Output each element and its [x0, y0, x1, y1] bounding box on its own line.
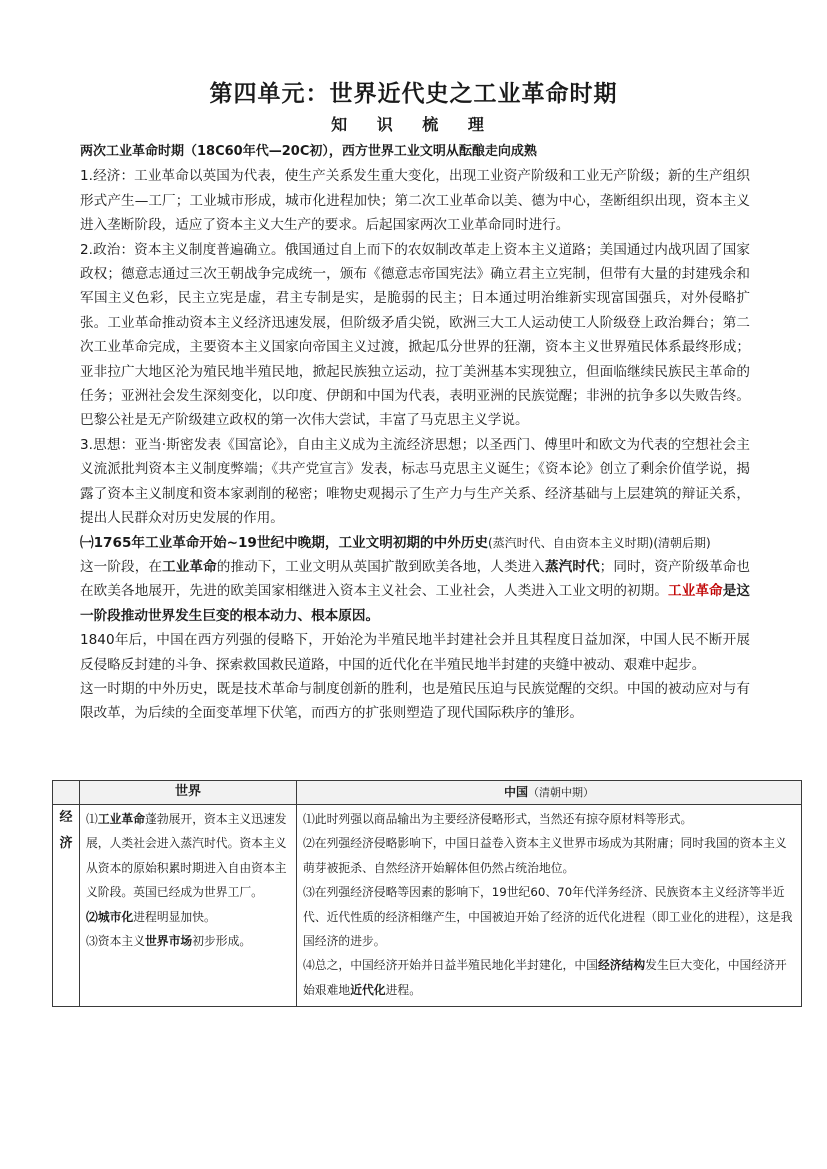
world-item: [86, 807, 292, 905]
header-china: [297, 781, 802, 805]
highlight-term: 世界市场: [145, 934, 193, 949]
highlight-term: 蒸汽时代: [544, 558, 600, 575]
highlight-term-red: 工业革命: [668, 583, 723, 600]
world-cell: [80, 805, 297, 1007]
highlight-term: 城市化: [97, 909, 134, 924]
text-run: 这一阶段，在: [80, 558, 163, 575]
text-run: 初步形成。: [192, 934, 252, 949]
subsection-heading-note: (蒸汽时代、自由资本主义时期)(清朝后期): [487, 535, 711, 550]
text-run: ⑴: [86, 812, 98, 826]
highlight-term: 工业革命: [97, 812, 146, 826]
paragraph-stage: [80, 555, 750, 628]
page-subtitle: 知 识 梳 理: [331, 115, 496, 134]
world-item: [86, 905, 292, 929]
text-run: ；同时，资产阶级革命也在欧美各地展开，先进的欧美国家相继进入资本主义社会、工业社会，人类进入工业文明的初期。: [80, 558, 751, 600]
china-item: ⑵在列强经济侵略影响下，中国日益卷入资本主义世界市场成为其附庸；同时我国的资本主义萌芽被扼杀、自然经济开始解体但仍然占统治地位。: [303, 836, 787, 875]
highlight-term: 经济结构: [597, 958, 646, 973]
paragraph-politics: 2.政治：资本主义制度普遍确立。俄国通过自上而下的农奴制改革走上资本主义道路；美国通过内战巩固了国家政权；德意志通过三次王朝战争完成统一，颁布《德意志帝国宪法》确立君主立宪制，但带有大量的封建残余和军国主义色彩，民主立宪是虚，君主专制是实，是脆弱的民主；日本通过明治维新实现富国强兵，对外侵略扩张。工业革命推动资本主义经济迅速发展，但阶级矛盾尖锐，欧洲三大工人运动使工人阶级登上政治舞台；第二次工业革命完成，主要资本主义国家向帝国主义过渡，掀起瓜分世界的狂潮，资本主义世界殖民体系最终形成；亚非拉广大地区沦为殖民地半殖民地，掀起民族独立运动，拉丁美洲基本实现独立，但面临继续民族民主革命的任务；亚洲社会发生深刻变化，以印度、伊朗和中国为代表，表明亚洲的民族觉醒；非洲的抗争多以失败告终。巴黎公社是无产阶级建立政权的第一次伟大尝试，丰富了马克思主义学说。: [80, 241, 750, 429]
china-cell: [297, 805, 802, 1007]
text-run: 进程明显加快。: [133, 909, 216, 924]
text-run: ⑷总之，中国经济开始并日益半殖民地化半封建化，中国: [303, 958, 598, 973]
text-run: 发生巨大变化，中国经济开始艰难地: [303, 958, 787, 997]
paragraph-economy: 1.经济：工业革命以英国为代表，使生产关系发生重大变化，出现工业资产阶级和工业无产阶级；新的生产组织形式产生—工厂；工业城市形成，城市化进程加快；第二次工业革命以美、德为中心，垄断组织出现，资本主义进入垄断阶段，适应了资本主义大生产的要求。后起国家两次工业革命同时进行。: [80, 168, 750, 234]
text-run: ⑶资本主义: [86, 934, 145, 949]
china-item: ⑶在列强经济侵略等因素的影响下，19世纪60、70年代洋务经济、民族资本主义经济等半近代、近代性质的经济相继产生，中国被迫开始了经济的近代化进程（即工业化的进程），这是我国经济的进步。: [303, 885, 793, 949]
china-item: [303, 953, 795, 1002]
subsection-heading-text: ㈠1765年工业革命开始~19世纪中晚期，工业文明初期的中外历史: [80, 534, 488, 551]
highlight-sentence: 是这一阶段推动世界发生巨变的根本动力、根本原因。: [80, 583, 751, 624]
world-item: [86, 929, 292, 953]
document-body: [80, 140, 750, 726]
header-blank: [53, 781, 80, 805]
table-row: [53, 805, 802, 1007]
paragraph-china: 1840年后，中国在西方列强的侵略下，开始沦为半殖民地半封建社会并且其程度日益加深，中国人民不断开展反侵略反封建的斗争、探索救国救民道路，中国的近代化在半殖民地半封建的夹缝中被动、艰难中起步。: [80, 632, 750, 673]
text-run: 的推动下，工业文明从英国扩散到欧美各地，人类进入: [216, 558, 545, 575]
section-heading: 两次工业革命时期（18C60年代—20C初），西方世界工业文明从酝酿走向成熟: [80, 144, 537, 159]
text-run: 蓬勃展开，资本主义迅速发展，人类社会进入蒸汽时代。资本主义从资本的原始积累时期进入自由资本主义阶段。英国已经成为世界工厂。: [86, 812, 287, 900]
header-world: 世界: [80, 781, 297, 805]
highlight-term: 近代化: [350, 982, 386, 997]
china-item: ⑴此时列强以商品输出为主要经济侵略形式，当然还有掠夺原材料等形式。: [303, 812, 693, 826]
header-china-note: （清朝中期）: [528, 786, 594, 799]
highlight-term: 工业革命: [162, 558, 217, 575]
table-header-row: [53, 781, 802, 805]
header-china-label: 中国: [503, 785, 528, 799]
paragraph-summary: 这一时期的中外历史，既是技术革命与制度创新的胜利，也是殖民压迫与民族觉醒的交织。中国的被动应对与有限改革，为后续的全面变革埋下伏笔，而西方的扩张则塑造了现代国际秩序的雏形。: [80, 680, 750, 722]
row-label-text: 经济: [59, 810, 73, 851]
text-run: 进程。: [385, 982, 422, 997]
comparison-table: [52, 780, 802, 1007]
text-run: ⑵: [86, 909, 98, 924]
paragraph-thought: 3.思想：亚当·斯密发表《国富论》，自由主义成为主流经济思想；以圣西门、傅里叶和欧文为代表的空想社会主义流派批判资本主义制度弊端；《共产党宣言》发表，标志马克思主义诞生；《资本论》创立了剩余价值学说，揭露了资本主义制度和资本家剥削的秘密；唯物史观揭示了生产力与生产关系、经济基础与上层建筑的辩证关系，提出人民群众对历史发展的作用。: [80, 436, 750, 527]
page-title: 第四单元：世界近代史之工业革命时期: [209, 80, 618, 107]
subsection-heading: [80, 531, 750, 555]
row-label-economy: [53, 805, 80, 1007]
